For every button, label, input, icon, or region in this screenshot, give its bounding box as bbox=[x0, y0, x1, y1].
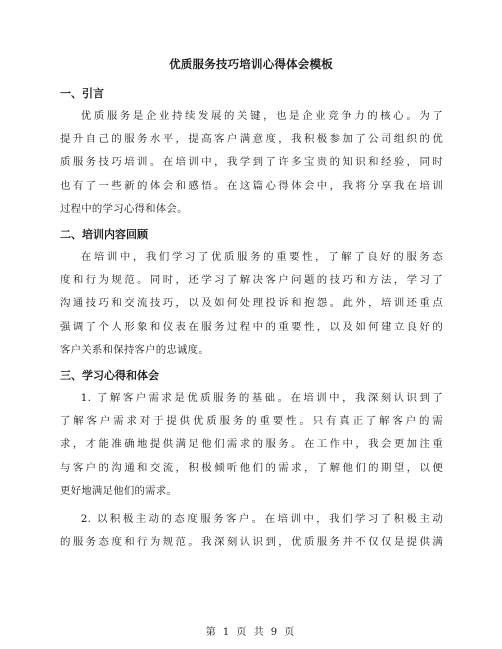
paragraph bbox=[60, 508, 443, 554]
paragraph-line: 的服务态度和行为规范。我深刻认识到，优质服务并不仅仅是提供满 bbox=[60, 536, 443, 549]
section-heading: 二、培训内容回顾 bbox=[60, 228, 148, 242]
paragraph-line: 了解客户需求对于提供优质服务的重要性。只有真正了解客户的需 bbox=[60, 415, 443, 428]
document-body bbox=[60, 85, 443, 559]
paragraph-line: 客户关系和保持客户的忠诚度。 bbox=[60, 343, 209, 356]
paragraph-line: 1. 了解客户需求是优质服务的基础。在培训中，我深刻认识到了 bbox=[80, 392, 443, 405]
paragraph-line: 强调了个人形象和仪表在服务过程中的重要性，以及如何建立良好的 bbox=[60, 320, 443, 333]
section-heading: 一、引言 bbox=[60, 87, 104, 100]
section-heading: 三、学习心得和体会 bbox=[60, 369, 159, 383]
paragraph-line: 沟通技巧和交流技巧，以及如何处理投诉和抱怨。此外，培训还重点 bbox=[60, 297, 443, 310]
document-title: 优质服务技巧培训心得体会模板 bbox=[169, 57, 333, 71]
paragraph-line: 2. 以积极主动的态度服务客户。在培训中，我们学习了积极主动 bbox=[80, 513, 443, 526]
paragraph-line: 更好地满足他们的需求。 bbox=[60, 484, 178, 497]
paragraph-line: 优质服务是企业持续发展的关键，也是企业竞争力的核心。为了 bbox=[80, 110, 443, 122]
paragraph-line: 度和行为规范。同时，还学习了解决客户问题的技巧和方法，学习了 bbox=[60, 274, 443, 287]
paragraph-line: 求，才能准确地提供满足他们需求的服务。在工作中，我会更加注重 bbox=[60, 438, 443, 451]
page-footer: 第 1 页 共 9 页 bbox=[205, 627, 297, 638]
paragraph bbox=[60, 246, 443, 362]
paragraph-line: 与客户的沟通和交流，积极倾听他们的需求，了解他们的期望，以便 bbox=[60, 461, 443, 474]
paragraph bbox=[60, 387, 443, 503]
paragraph-line: 也有了一些新的体会和感悟。在这篇心得体会中，我将分享我在培训 bbox=[60, 179, 443, 192]
paragraph-line: 质服务技巧培训。在培训中，我学到了许多宝贵的知识和经验，同时 bbox=[60, 156, 443, 169]
paragraph bbox=[60, 105, 443, 221]
paragraph-line: 提升自己的服务水平，提高客户满意度，我积极参加了公司组织的优 bbox=[60, 133, 443, 146]
paragraph-line: 在培训中，我们学习了优质服务的重要性，了解了良好的服务态 bbox=[80, 251, 443, 264]
paragraph-line: 过程中的学习心得和体会。 bbox=[60, 202, 188, 215]
